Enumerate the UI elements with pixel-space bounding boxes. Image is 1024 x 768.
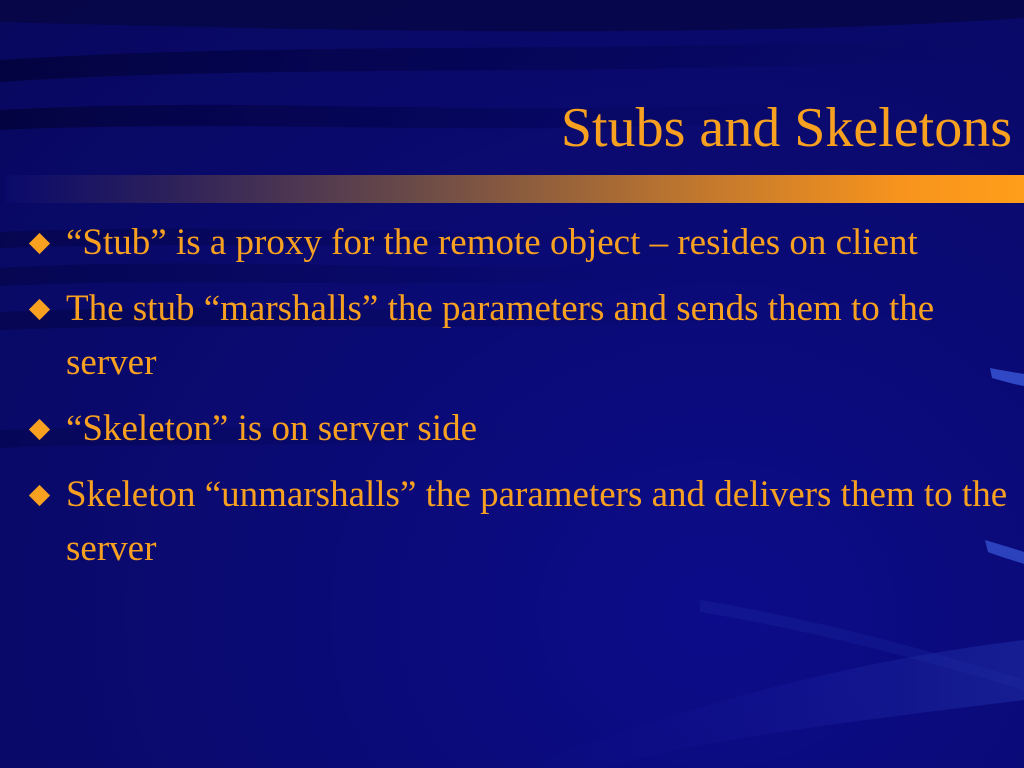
bullet-item [30, 402, 1015, 456]
bullet-text: “Skeleton” is on server side [66, 408, 477, 449]
bullet-item [30, 468, 1015, 576]
title-underline-bar [6, 175, 1024, 203]
diamond-icon [29, 485, 50, 506]
bullet-text: “Stub” is a proxy for the remote object – resides on client [66, 222, 918, 263]
bullet-text: The stub “marshalls” the parameters and sends them to the server [66, 288, 935, 383]
bullet-text: Skeleton “unmarshalls” the parameters and delivers them to the server [66, 474, 1008, 569]
bullet-list [30, 216, 1015, 588]
bullet-item [30, 216, 1015, 270]
slide-title: Stubs and Skeletons [560, 97, 1012, 159]
diamond-icon [29, 299, 50, 320]
diamond-icon [29, 419, 50, 440]
diamond-icon [29, 233, 50, 254]
bullet-item [30, 282, 1015, 390]
